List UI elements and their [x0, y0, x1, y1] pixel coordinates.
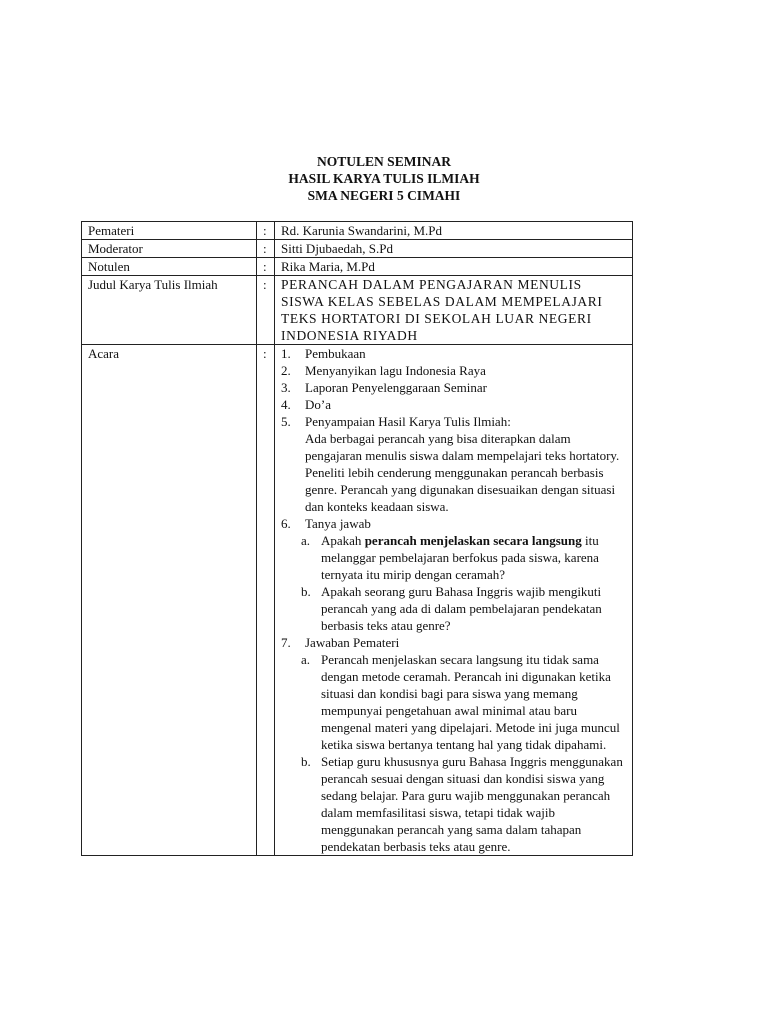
item-letter: b. — [301, 584, 311, 599]
item-text: Menyanyikan lagu Indonesia Raya — [305, 363, 486, 378]
question-item — [281, 532, 628, 583]
acara-label: Acara — [82, 345, 257, 856]
item-text: Jawaban Pemateri — [305, 635, 400, 650]
colon: : — [257, 240, 275, 258]
answer-item — [281, 651, 628, 753]
item-number: 4. — [281, 397, 291, 412]
notulen-value: Rika Maria, M.Pd — [275, 258, 633, 276]
colon: : — [257, 345, 275, 856]
document-title — [0, 153, 768, 204]
item-text: Pembukaan — [305, 346, 366, 361]
question-rest: itu melanggar pembelajaran berfokus pada siswa, karena ternyata itu mirip dengan ceramah? — [321, 533, 599, 582]
answer-list — [281, 651, 628, 855]
acara-item — [281, 379, 628, 396]
judul-label: Judul Karya Tulis Ilmiah — [82, 276, 257, 345]
question-item — [281, 583, 628, 634]
colon: : — [257, 276, 275, 345]
item-number: 5. — [281, 414, 291, 429]
acara-value — [275, 345, 633, 856]
notulen-label: Notulen — [82, 258, 257, 276]
question-prefix: Apakah — [321, 533, 365, 548]
item-number: 7. — [281, 635, 291, 650]
colon: : — [257, 258, 275, 276]
judul-value: PERANCAH DALAM PENGAJARAN MENULIS SISWA KELAS SEBELAS DALAM MEMPELAJARI TEKS HORTATORI DI SEKOLAH LUAR NEGERI INDONESIA RIYADH — [275, 276, 633, 345]
item-text: Do’a — [305, 397, 331, 412]
acara-item — [281, 345, 628, 362]
item-text: Laporan Penyelenggaraan Seminar — [305, 380, 487, 395]
item-text: Tanya jawab — [305, 516, 371, 531]
item-body: Ada berbagai perancah yang bisa diterapkan dalam pengajaran menulis siswa dalam mempelajari teks hortatory. Peneliti lebih cenderung menggunakan perancah berbasis genre. Perancah yang digunakan disesuaikan dengan situasi dan konteks keadaan siswa. — [305, 431, 620, 514]
item-letter: a. — [301, 533, 311, 548]
title-line-1: NOTULEN SEMINAR — [317, 154, 451, 169]
item-number: 2. — [281, 363, 291, 378]
moderator-value: Sitti Djubaedah, S.Pd — [275, 240, 633, 258]
pemateri-label: Pemateri — [82, 222, 257, 240]
row-judul — [82, 276, 633, 345]
answer-item — [281, 753, 628, 855]
acara-item — [281, 396, 628, 413]
title-line-2: HASIL KARYA TULIS ILMIAH — [288, 171, 480, 186]
item-text: Penyampaian Hasil Karya Tulis Ilmiah: — [305, 414, 511, 429]
question-list — [281, 532, 628, 634]
item-number: 6. — [281, 516, 291, 531]
question-bold: perancah menjelaskan secara langsung — [364, 533, 582, 548]
moderator-label: Moderator — [82, 240, 257, 258]
item-number: 3. — [281, 380, 291, 395]
answer-text: Setiap guru khususnya guru Bahasa Inggris menggunakan perancah sesuai dengan situasi dan kondisi siswa yang sedang belajar. Para guru wajib menggunakan perancah dalam memfasilitasi siswa, tetapi tidak wajib menggunakan perancah yang sama dalam tahapan pendekatan berbasis teks atau genre. — [321, 754, 623, 854]
row-acara — [82, 345, 633, 856]
row-moderator — [82, 240, 633, 258]
item-letter: a. — [301, 652, 311, 667]
pemateri-value: Rd. Karunia Swandarini, M.Pd — [275, 222, 633, 240]
notulen-table — [81, 221, 633, 856]
title-line-3: SMA NEGERI 5 CIMAHI — [307, 188, 461, 203]
acara-item — [281, 413, 628, 515]
acara-item — [281, 515, 628, 634]
acara-item — [281, 362, 628, 379]
colon: : — [257, 222, 275, 240]
answer-text: Perancah menjelaskan secara langsung itu tidak sama dengan metode ceramah. Perancah ini digunakan ketika situasi dan kondisi bagi para siswa yang memang mempunyai pengetahuan awal minimal atau baru mengenal materi yang dipelajari. Metode ini juga muncul ketika siswa bertanya tentang hal yang tidak dipahami. — [321, 652, 620, 752]
row-pemateri — [82, 222, 633, 240]
acara-item — [281, 634, 628, 855]
row-notulen — [82, 258, 633, 276]
item-number: 1. — [281, 346, 291, 361]
acara-list — [281, 345, 628, 855]
question-text: Apakah seorang guru Bahasa Inggris wajib mengikuti perancah yang ada di dalam pembelajaran pendekatan berbasis teks atau genre? — [321, 584, 602, 633]
item-letter: b. — [301, 754, 311, 769]
